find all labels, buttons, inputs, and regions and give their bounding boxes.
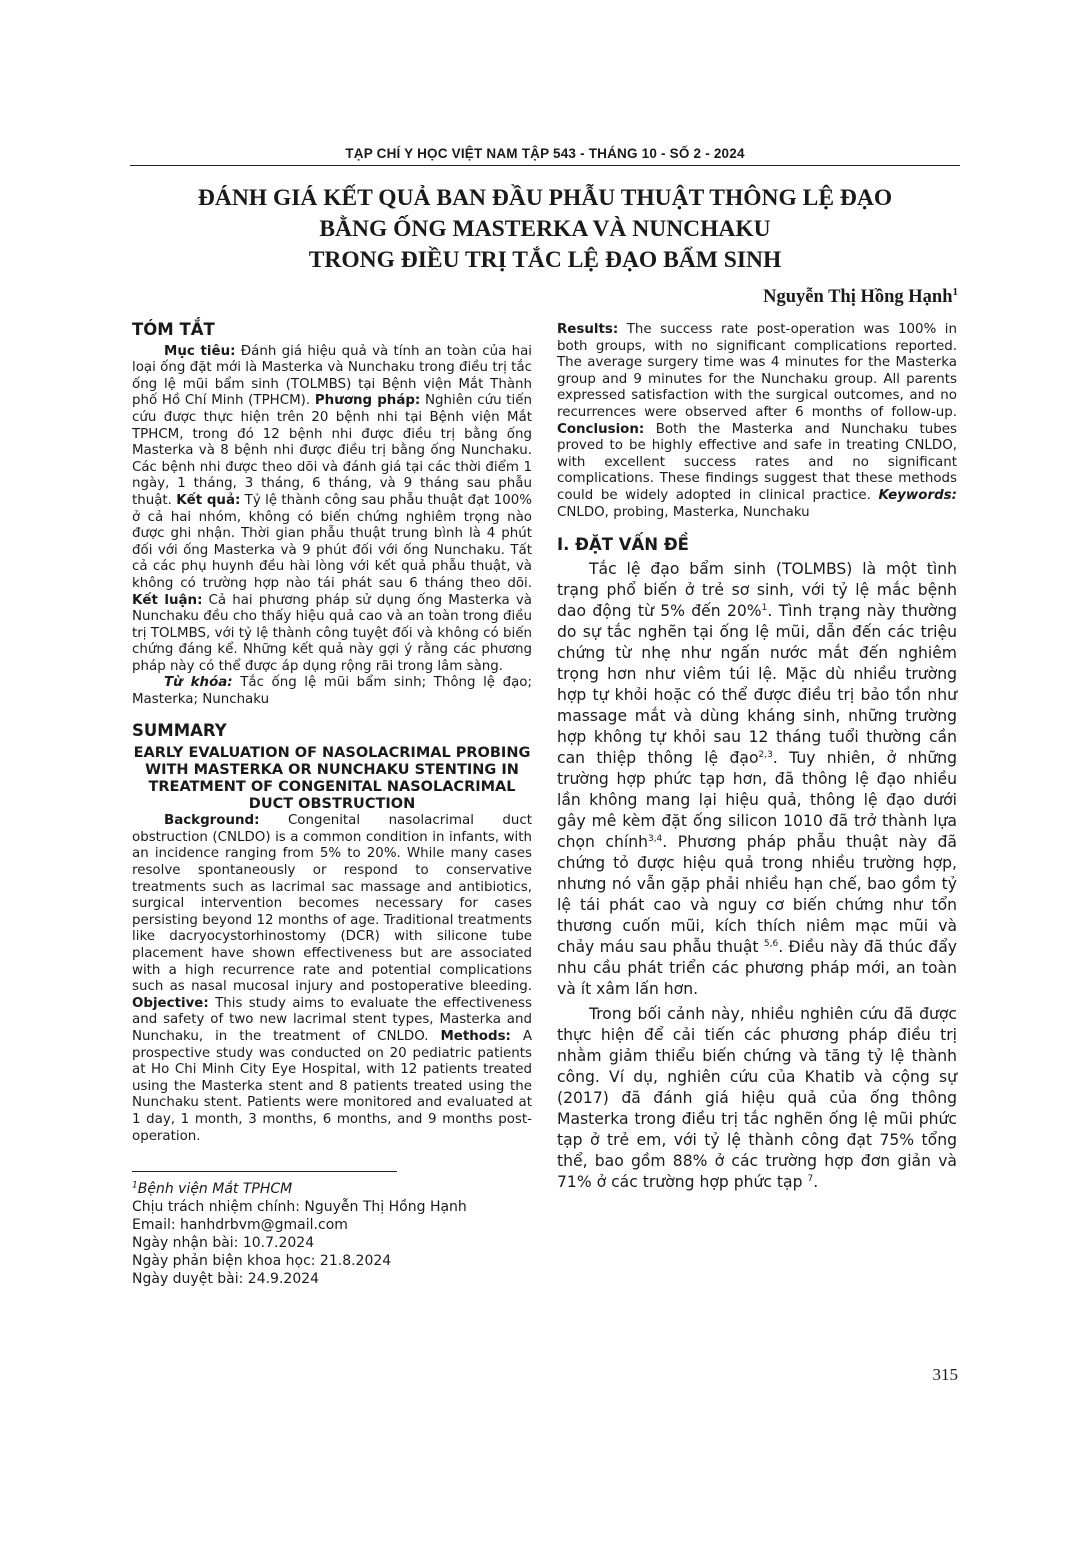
- muc-tieu-label: Mục tiêu:: [164, 343, 236, 359]
- methods-text: A prospective study was conducted on 20 pediatric patients at Ho Chi Minh City Eye Hospital, with 12 patients treated using the Masterka stent and 8 patients treated using the Nunchaku stent. Patients were monitored and evaluated at 1 day, 1 month, 3 months, 6 months, and 9 months post-operation.: [132, 1028, 533, 1144]
- title-line-1: ĐÁNH GIÁ KẾT QUẢ BAN ĐẦU PHẪU THUẬT THÔNG LỆ ĐẠO: [197, 185, 893, 211]
- title-line-2: BẰNG ỐNG MASTERKA VÀ NUNCHAKU: [319, 216, 771, 242]
- footnote-rule: [132, 1171, 397, 1172]
- tu-khoa-text: Tắc ống lệ mũi bẩm sinh; Thông lệ đạo; Masterka; Nunchaku: [132, 675, 533, 708]
- intro-paragraph-1: Tắc lệ đạo bẩm sinh (TOLMBS) là một tình trạng phổ biến ở trẻ sơ sinh, với tỷ lệ mắc bệnh dao động từ 5% đến 20%$^1$. Tình trạng này thường do sự tắc nghẽn tại ống lệ mũi, dẫn đến các triệu chứng từ nhẹ như ngấn nước mắt đến nghiêm trọng hơn như viêm túi lệ. Mặc dù nhiều trường hợp tự khỏi hoặc có thể được điều trị bảo tồn như massage mắt và dùng kháng sinh, những trường hợp không tự khỏi sau 12 tháng tuổi thường cần can thiệp thông lệ đạo$^{2,3}$. Tuy nhiên, ở những trường hợp phức tạp hơn, đã thông lệ đạo nhiều lần không mang lại hiệu quả, thông lệ đạo dưới gây mê kèm đặt ống silicon 1010 đã trở thành lựa chọn chính$^{3,4}$. Phương pháp phẫu thuật này đã chứng tỏ được hiệu quả trong nhiều trường hợp, nhưng nó vẫn gặp phải nhiều hạn chế, bao gồm tỷ lệ tái phát cao và nguy cơ biến chứng như tổn thương cuốn mũi, kích thích niêm mạc mũi và chảy máu sau phẫu thuật $^{5,6}$. Điều này đã thúc đẩy nhu cầu phát triển các phương pháp mới, an toàn và ít xâm lấn hơn.: [557, 559, 958, 998]
- ket-qua-text: Tỷ lệ thành công sau phẫu thuật đạt 100% ở cả hai nhóm, không có biến chứng nghiêm trọng nào được ghi nhận. Thời gian phẫu thuật trung bình là 4 phút đối với ống Masterka và 9 phút đối với ống Nunchaku. Tất cả các phụ huynh đều hài lòng với kết quả phẫu thuật, và không có trường hợp nào tái phát sau 6 tháng theo dõi.: [132, 492, 532, 591]
- results-label: Results:: [557, 322, 619, 337]
- footnote: [132, 1180, 532, 1288]
- tu-khoa-label: Từ khóa:: [164, 675, 233, 691]
- background-label: Background:: [164, 813, 260, 829]
- muc-tieu-text: Đánh giá hiệu quả và tính an toàn của hai loại ống đặt mới là Masterka và Nunchaku trong điều trị tắc ống lệ mũi bẩm sinh (TOLMBS) tại Bệnh viện Mắt Thành phố Hồ Chí Minh (TPHCM).: [132, 343, 532, 409]
- phuong-phap-text: Nghiên cứu tiến cứu được thực hiện trên 20 bệnh nhi tại Bệnh viện Mắt TPHCM, trong đó 12 bệnh nhi được điều trị bằng ống Masterka và 8 bệnh nhi được điều trị bằng ống Nunchaku. Các bệnh nhi được theo dõi và đánh giá tại các thời điểm 1 ngày, 1 tháng, 3 tháng, 6 tháng, và 9 tháng sau phẫu thuật.: [132, 393, 532, 508]
- summary-title: EARLY EVALUATION OF NASOLACRIMAL PROBING WITH MASTERKA OR NUNCHAKU STENTING IN TREATMENT OF CONGENITAL NASOLACRIMAL DUCT OBSTRUCTION: [133, 745, 531, 813]
- phuong-phap-label: Phương pháp:: [314, 393, 421, 409]
- keywords-text: CNLDO, probing, Masterka, Nunchaku: [557, 504, 810, 520]
- author: [763, 287, 958, 308]
- footnote-affiliation: $^1$Bệnh viện Mắt TPHCM: [132, 1180, 293, 1198]
- ket-luan-text: Cả hai phương pháp sử dụng ống Masterka và Nunchaku đều cho thấy hiệu quả cao và an toàn trong điều trị TOLMBS, với tỷ lệ thành công tuyệt đối và không có biến chứng đáng kể. Những kết quả này gợi ý rằng các phương pháp này có thể được áp dụng rộng rãi trong lâm sàng.: [132, 592, 532, 674]
- conclusion-label: Conclusion:: [557, 421, 645, 437]
- author-name: Nguyễn Thị Hồng Hạnh: [763, 287, 953, 307]
- footnote-reviewed: Ngày phản biện khoa học: 21.8.2024: [132, 1253, 392, 1270]
- summary-heading: SUMMARY: [132, 720, 227, 740]
- article-title: [130, 183, 960, 276]
- objective-text: This study aims to evaluate the effectiveness and safety of two new lacrimal stent types, Masterka and Nunchaku, in the treatment of CNLDO.: [132, 995, 532, 1044]
- header-rule: [130, 165, 960, 166]
- footnote-responsible: Chịu trách nhiệm chính: Nguyễn Thị Hồng Hạnh: [132, 1199, 467, 1216]
- intro-paragraph-2: Trong bối cảnh này, nhiều nghiên cứu đã được thực hiện để cải tiến các phương pháp điều trị nhằm giảm thiểu biến chứng và tăng tỷ lệ thành công. Ví dụ, nghiên cứu của Khatib và cộng sự (2017) đã đánh giá hiệu quả của ống thông Masterka trong điều trị tắc nghẽn ống lệ mũi phức tạp ở trẻ em, với tỷ lệ thành công đạt 75% tổng thể, bao gồm 88% ở các trường hợp đơn giản và 71% ở các trường hợp phức tạp $^7$.: [557, 1004, 957, 1191]
- footnote-received: Ngày nhận bài: 10.7.2024: [132, 1235, 315, 1252]
- right-column: [557, 322, 957, 1193]
- tomtat-heading: TÓM TẮT: [132, 320, 215, 339]
- summary-abstract-part-1: [132, 813, 532, 1145]
- background-text: Congenital nasolacrimal duct obstruction (CNLDO) is a common condition in infants, with an incidence ranging from 5% to 20%. While many cases resolve spontaneously or respond to conservative treatments such as lacrimal sac massage and antibiotics, surgical intervention becomes necessary for cases persisting beyond 12 months of age. Traditional treatments like dacryocystorhinostomy (DCR) with silicone tube placement have shown effectiveness but are associated with a high recurrence rate and potential complications such as nasal mucosal injury and postoperative bleeding.: [132, 813, 532, 995]
- author-affiliation-mark: 1: [952, 285, 958, 298]
- tomtat-abstract: [132, 344, 532, 676]
- page-number: 315: [932, 1365, 958, 1384]
- citation: 1: [761, 602, 768, 613]
- methods-label: Methods:: [440, 1028, 511, 1044]
- footnote-email: Email: hanhdrbvm@gmail.com: [132, 1217, 348, 1234]
- results-text: The success rate post-operation was 100% in both groups, with no significant complications reported. The average surgery time was 4 minutes for the Masterka group and 9 minutes for the Nunchaku group. All parents expressed satisfaction with the surgical outcomes, and no recurrences were observed after 6 months of follow-up.: [557, 322, 957, 420]
- intro-body: [557, 559, 957, 1193]
- ket-luan-label: Kết luận:: [132, 592, 203, 608]
- summary-abstract-part-2: [557, 322, 957, 521]
- tomtat-keywords: [132, 675, 532, 708]
- citation: 3,4: [647, 833, 663, 844]
- objective-label: Objective:: [132, 995, 209, 1011]
- left-column: [132, 322, 532, 1288]
- footnote-accepted: Ngày duyệt bài: 24.9.2024: [132, 1271, 320, 1288]
- citation: 5,6: [763, 938, 779, 949]
- intro-heading: I. ĐẶT VẤN ĐỀ: [557, 535, 689, 555]
- title-line-3: TRONG ĐIỀU TRỊ TẮC LỆ ĐẠO BẨM SINH: [308, 247, 782, 273]
- footnote-affiliation-mark: 1: [132, 1180, 138, 1191]
- ket-qua-label: Kết quả:: [176, 492, 241, 508]
- conclusion-text: Both the Masterka and Nunchaku tubes proved to be highly effective and safe in treating CNLDO, with excellent success rates and no significant complications. These findings suggest that these methods could be widely adopted in clinical practice.: [557, 421, 957, 503]
- keywords-label: Keywords:: [878, 487, 957, 503]
- citation: 2,3: [758, 749, 773, 760]
- citation: 7: [807, 1173, 814, 1184]
- journal-header: TẠP CHÍ Y HỌC VIỆT NAM TẬP 543 - THÁNG 10 - SỐ 2 - 2024: [345, 146, 745, 161]
- results-label-wrap: [557, 322, 618, 337]
